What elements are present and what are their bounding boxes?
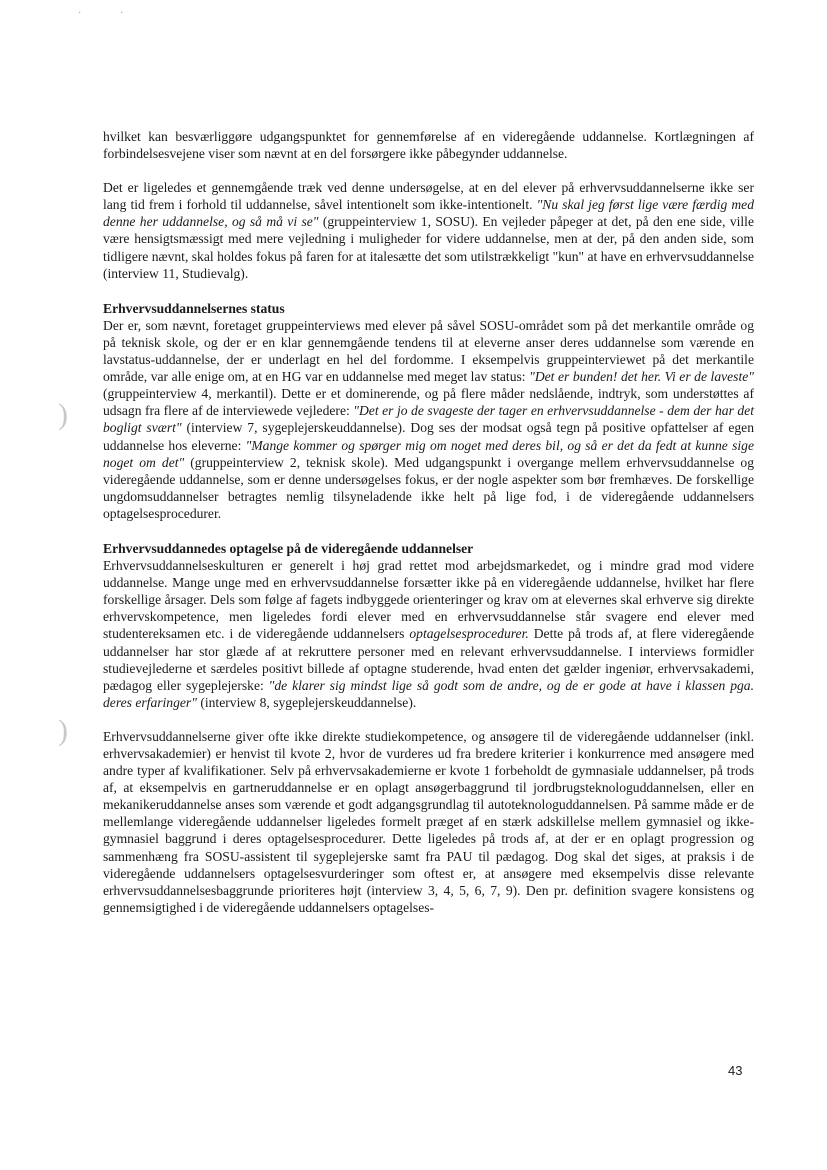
page-number: 43 [728,1063,743,1078]
document-page [103,128,754,916]
text: hvilket kan besværliggøre udgangspunktet for gennemførelse af en videregående uddannelse. Kortlægningen af forbindelsesvejene viser som nævnt at en del forsørgere ikke påbegynder uddannelse. [103,129,754,162]
text: Der er, som nævnt, foretaget gruppeinterviews med elever på såvel SOSU-området som på det merkantile område og på teknisk skole, og der er en klar gennemgående tendens til at eleverne anser deres uddannelse som værende en lavstatus-uddannelse, der er underlagt en hel del fordomme. I eksempelvis gruppeinterviewet på det merkantile område, var alle enige om, at en HG var en uddannelse med meget lav status: [103,317,754,385]
text: (gruppeinterview 2, teknisk skole). Med udgangspunkt i overgange mellem erhvervsuddannelse og videregående uddannelse, som er denne undersøgelses fokus, er der nogle aspekter som bør fremhæves. De forskellige ungdomsuddannelser betragtes nemlig tilsyneladende ikke helt på lige fod, i de videregående uddannelsers optagelsesprocedurer. [103,454,754,521]
text: (gruppeinterview 4, merkantil). Dette er et dominerende, og på flere måder nedslående, indtryk, som understøttes af udsagn fra flere af de interviewede vejledere: [103,386,754,419]
text: (interview 8, sygeplejerskeuddannelse). [196,694,417,710]
text: Dette på trods af, at flere videregående uddannelser har stor glæde af at rekruttere personer med en relevant erhvervsuddannelse. I interviews formidler studievejlederne et særdeles positivt billede af optagne studerende, hvad enten det gælder ingeniør, erhvervsakademi, pædagog eller sygeplejerske: [103,626,754,693]
text: Erhvervsuddannelseskulturen er generelt i høj grad rettet mod arbejdsmarkedet, og i mindre grad mod videre uddannelse. Mange unge med en erhvervsuddannelse forsætter ikke på en videregående uddannelse, hvilket har flere forskellige årsager. Dels som følge af fagets indbyggede orienteringer og krav om at elevernes skal erhverve sig direkte erhvervskompetence, men ligeledes fordi elever med en erhvervsuddannelse står svagere end elever med studentereksamen etc. i de videregående uddannelsers [103,558,754,642]
quote: "de klarer sig mindst lige så godt som de andre, og de er gode at have i klassen pga. deres erfaringer" [103,677,754,710]
section-heading-admission: Erhvervsuddannedes optagelse på de videregående uddannelser [103,540,474,556]
margin-bracket: ) [58,398,68,431]
section-heading-status: Erhvervsuddannelsernes status [103,300,285,316]
quote: "Nu skal jeg først lige være færdig med denne her uddannelse, og så må vi se" [103,197,754,230]
text: Erhvervsuddannelserne giver ofte ikke direkte studiekompetence, og ansøgere til de videregående uddannelser (inkl. erhvervsakademier) er henvist til kvote 2, hvor de vurderes ud fra bredere kriterier i konkurrence med ansøgere med andre typer af kvalifikationer. Selv på erhvervsakademierne er kvote 1 forbeholdt de gymnasiale uddannelser, på trods af, at eksempelvis en gartneruddannelse er en oplagt ansøgerbaggrund til jordbrugsteknologuddannelsen, eller en mekanikeruddannelse anses som værende et godt adgangsgrundlag til autoteknologuddannelsen. På samme måde er de mellemlange videregående uddannelser ligeledes formelt præget af en stærk adskillelse mellem gymnasiel og ikke-gymnasiel baggrund i deres optagelsesprocedurer. Dette ligeledes på trods af, at der er en oplagt progression og sammenhæng fra SOSU-assistent til sygeplejerske samt fra PAU til pædagog. Dog skal det siges, at praksis i de videregående uddannelsers optagelsesvurderinger som oftest er, at ansøgere med eksempelvis disse relevante erhvervsuddannelsesbaggrunde prioriteres højt (interview 3, 4, 5, 6, 7, 9). Den pr. definition svagere konsistens og gennemsigtighed i de videregående uddannelsers optagelses- [103,728,754,915]
paragraph-5 [103,728,754,916]
scan-mark: · [120,8,124,19]
quote: "Det er jo de svageste der tager en erhvervsuddannelse - dem der har det bogligt svært" [103,403,754,436]
quote: "Det er bunden! det her. Vi er de laveste" [529,369,754,385]
text: (gruppeinterview 1, SOSU). En vejleder påpeger at det, på den ene side, ville være hensigtsmæssigt med mere vejledning i muligheder for videre uddannelse, men at der, på den anden side, som tidligere nævnt, skal holdes fokus på faren for at italesætte det som utilstrækkeligt "kun" at have en erhvervsuddannelse (interview 11, Studievalg). [103,214,754,281]
paragraph-2 [103,179,754,282]
emphasis: optagelsesprocedurer. [409,626,529,642]
paragraph-1 [103,128,754,162]
paragraph-3 [103,317,754,522]
margin-bracket: ) [58,714,68,747]
scan-mark: · [78,8,82,19]
quote: "Mange kommer og spørger mig om noget med deres bil, og så er det da fedt at kunne sige noget om det" [103,437,754,470]
text: (interview 7, sygeplejerskeuddannelse). Dog ses der modsat også tegn på positive opfattelser af egen uddannelse hos eleverne: [103,420,754,453]
paragraph-4 [103,557,754,711]
text: Det er ligeledes et gennemgående træk ved denne undersøgelse, at en del elever på erhvervsuddannelserne ikke ser lang tid frem i forhold til uddannelse, såvel intentionelt som ikke-intentionelt. [103,180,754,213]
